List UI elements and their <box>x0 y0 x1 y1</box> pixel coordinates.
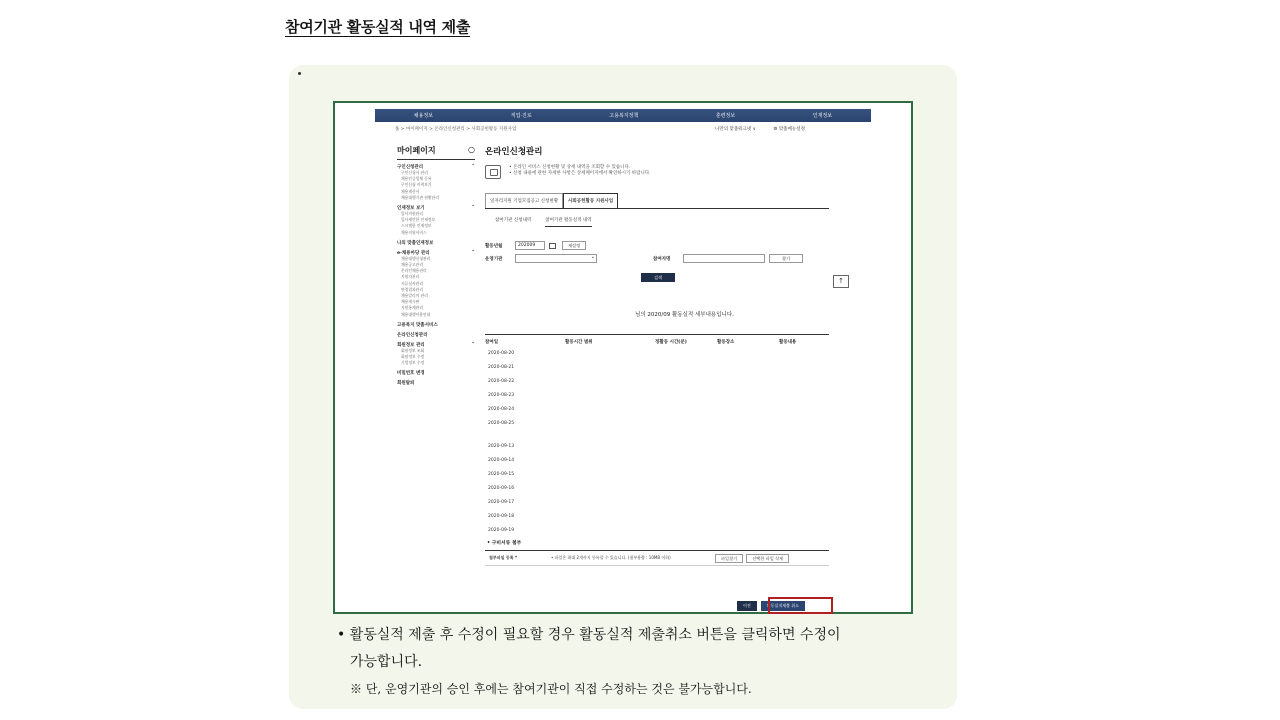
col-date: 참여일 <box>485 340 499 345</box>
main-content <box>485 145 829 566</box>
sidebar-group-head[interactable]: e-채용마당 관리 ⌃ <box>397 249 475 256</box>
note-line: • 활동실적 제출 후 수정이 필요할 경우 활동실적 제출취소 버튼을 클릭하면 수정이 <box>337 627 841 643</box>
note-text <box>337 622 841 703</box>
search-button[interactable]: 검색 <box>641 273 675 282</box>
table-row: 2020-09-13 <box>488 444 515 449</box>
sidebar-item[interactable]: 온라인채용관리 <box>401 268 427 274</box>
table-row: 2020-09-15 <box>488 472 515 477</box>
gnb-item[interactable]: 채용정보 <box>413 113 434 119</box>
my-worknet-link[interactable]: 나만의 맞춤워크넷 ∨ <box>715 127 756 132</box>
info-line: • 신청 내용에 관한 자세한 사항은 상세페이지에서 확인하시기 바랍니다. <box>509 171 651 176</box>
scroll-top-button[interactable]: ↑ <box>833 275 849 288</box>
sidebar-group <box>397 322 475 328</box>
attach-row <box>485 550 829 566</box>
participant-input[interactable] <box>683 254 765 263</box>
sidebar-item[interactable]: 채용게시판 <box>401 299 420 305</box>
sidebar-group-head[interactable]: 온라인신청관리 <box>397 332 428 338</box>
sidebar <box>397 145 475 386</box>
document-title: 참여기관 활동실적 내역 제출 <box>285 18 471 36</box>
sidebar-group <box>397 250 475 318</box>
breadcrumb: 홈 > 마이페이지 > 온라인신청관리 > 사회공헌활동 지원사업 <box>395 127 517 132</box>
attach-note: • 파일은 최대 2개까지 등록할 수 있습니다. (첨부용량 : 10MB 이하) <box>551 555 671 560</box>
sidebar-item[interactable]: 채용인증업체 등록 <box>401 176 432 182</box>
sidebar-item[interactable]: 구인신청서 관리 <box>401 170 428 175</box>
tab-job-support[interactable]: 일자리지원 기업모집공고 신청현황 <box>485 193 563 208</box>
sidebar-item[interactable]: 지원자관리 <box>401 274 420 280</box>
sidebar-item[interactable]: 채용계산서 <box>401 188 420 194</box>
sidebar-group <box>397 205 475 236</box>
period-input[interactable]: 202009 <box>515 241 545 250</box>
table-header <box>485 334 829 345</box>
sidebar-title: 마이페이지 ○ <box>397 145 475 160</box>
chevron-up-icon[interactable]: ⌃ <box>471 164 475 169</box>
attach-label: 첨부파일 등록 * <box>489 555 518 560</box>
chevron-up-icon[interactable]: ⌃ <box>471 341 475 347</box>
embedded-screenshot <box>333 101 913 614</box>
page-title: 온라인신청관리 <box>485 147 543 157</box>
calendar-icon[interactable] <box>549 243 556 249</box>
subtab-activity[interactable]: 참여기관 활동실적 내역 <box>545 217 591 227</box>
subtab-application[interactable]: 참여기관 신청내역 <box>495 218 532 223</box>
table-row: 2020-09-19 <box>488 528 515 533</box>
table-row: 2020-09-18 <box>488 514 515 519</box>
sidebar-group <box>397 332 475 338</box>
file-find-button[interactable]: 파일찾기 <box>715 554 743 563</box>
period-label: 활동년월 <box>485 243 503 249</box>
col-place: 활동장소 <box>717 340 735 345</box>
sidebar-group-head[interactable]: 회원정보 관리 ⌃ <box>397 341 475 348</box>
agency-label: 운영기관 <box>485 256 503 262</box>
sidebar-group-head[interactable]: 비밀번호 변경 <box>397 371 425 377</box>
util-menu <box>715 126 821 132</box>
attach-title: • 구비서류 첨부 <box>487 541 522 546</box>
sidebar-group <box>397 164 475 201</box>
find-button[interactable]: 찾기 <box>769 254 803 263</box>
sidebar-group-head[interactable]: 인재정보 보기 ⌃ <box>397 205 475 212</box>
col-time-range: 활동시간 범위 <box>565 340 593 345</box>
gnb-item[interactable]: 인재정보 <box>812 113 833 119</box>
sidebar-item[interactable]: 채용지원서비스 <box>401 229 427 235</box>
sidebar-item[interactable]: 입사지원관리 <box>401 211 424 217</box>
gnb-item[interactable]: 고용복지정책 <box>609 113 639 119</box>
sidebar-item[interactable]: 입사제안한 인재정보 <box>401 217 436 223</box>
filter-form <box>485 241 829 282</box>
table-row: 2020-08-22 <box>488 379 515 384</box>
sidebar-item[interactable]: 회원정보 조회 <box>401 347 425 353</box>
sidebar-item[interactable]: 구인신청 이력보기 <box>401 182 432 188</box>
sub-tabs <box>485 217 829 227</box>
table-row: 2020-08-25 <box>488 421 515 426</box>
sidebar-group <box>397 240 475 246</box>
highlight-box <box>768 597 833 614</box>
reset-button[interactable]: 재설정 <box>562 241 586 250</box>
tab-social-contribution[interactable]: 사회공헌활동 지원사업 <box>563 193 618 208</box>
table-row: 2020-08-24 <box>488 407 515 412</box>
table-row: 2020-08-23 <box>488 393 515 398</box>
sidebar-group-head[interactable]: 구인신청관리 ⌃ <box>397 164 475 170</box>
table-row: 2020-08-20 <box>488 351 515 356</box>
sidebar-group <box>397 370 475 376</box>
info-line: • 온라인 서비스 신청현황 및 상세 내역을 조회할 수 있습니다. <box>509 165 631 170</box>
speck <box>298 72 301 75</box>
sidebar-item[interactable]: 회원정보 수정 <box>401 354 425 360</box>
sidebar-group-head[interactable]: 고용복지 맞춤서비스 <box>397 322 438 328</box>
col-content: 활동내용 <box>779 340 797 345</box>
toggle-icon[interactable]: ○ <box>468 145 475 154</box>
sidebar-group <box>397 342 475 367</box>
sidebar-group-head[interactable]: 회원탈퇴 <box>397 381 415 387</box>
result-message: 님의 2020/09 활동실적 세부내용입니다. <box>635 312 734 318</box>
global-nav <box>375 109 871 122</box>
table-row: 2020-09-16 <box>488 486 515 491</box>
table-row: 2020-09-14 <box>488 458 515 463</box>
sidebar-item[interactable]: 채용대행기관 현황관리 <box>401 194 439 200</box>
sidebar-group-head[interactable]: 나의 맞춤인재정보 <box>397 240 434 246</box>
menu-settings-link[interactable]: ⚙ 맞춤메뉴설정 <box>773 127 805 132</box>
note-line: ※ 단, 운영기관의 승인 후에는 참여기관이 직접 수정하는 것은 불가능합니다. <box>350 682 752 696</box>
sidebar-item[interactable]: 면접결과관리 <box>401 286 424 292</box>
sidebar-item[interactable]: 지원통계관리 <box>401 305 424 311</box>
chevron-up-icon[interactable]: ⌃ <box>471 249 475 255</box>
col-minutes: 정활동 시간(분) <box>655 340 687 345</box>
sidebar-item[interactable]: 채용대행신청관리 <box>401 255 431 261</box>
prev-button[interactable]: 이전 <box>737 601 757 611</box>
chevron-up-icon[interactable]: ⌃ <box>471 205 475 211</box>
sidebar-item[interactable]: 채용대행이용안내 <box>401 311 431 317</box>
sidebar-item[interactable]: 채용알리미 관리 <box>401 293 428 299</box>
sidebar-item[interactable]: 채용공고관리 <box>401 262 424 268</box>
sidebar-group <box>397 380 475 386</box>
note-line: 가능합니다. <box>350 654 423 670</box>
activity-table <box>485 351 829 533</box>
info-box <box>485 165 829 179</box>
sidebar-item[interactable]: 기업정보 수정 <box>401 360 425 366</box>
monitor-icon <box>485 165 501 179</box>
table-row: 2020-08-21 <box>488 365 515 370</box>
gnb-item[interactable]: 직업·진로 <box>510 113 532 119</box>
main-tabs <box>485 193 829 209</box>
sidebar-item[interactable]: 스크랩한 인재정보 <box>401 223 432 229</box>
chevron-down-icon: ⌄ <box>590 254 595 260</box>
table-row: 2020-09-17 <box>488 500 515 505</box>
sidebar-item[interactable]: 서류심사관리 <box>401 280 424 286</box>
agency-select[interactable] <box>515 254 597 263</box>
cancel-submission-button[interactable]: 활동실적제출 취소 <box>761 601 805 611</box>
participant-label: 참여자명 <box>653 256 671 262</box>
gnb-item[interactable]: 훈련정보 <box>715 113 736 119</box>
file-delete-button[interactable]: 선택한 파일 삭제 <box>746 554 789 563</box>
